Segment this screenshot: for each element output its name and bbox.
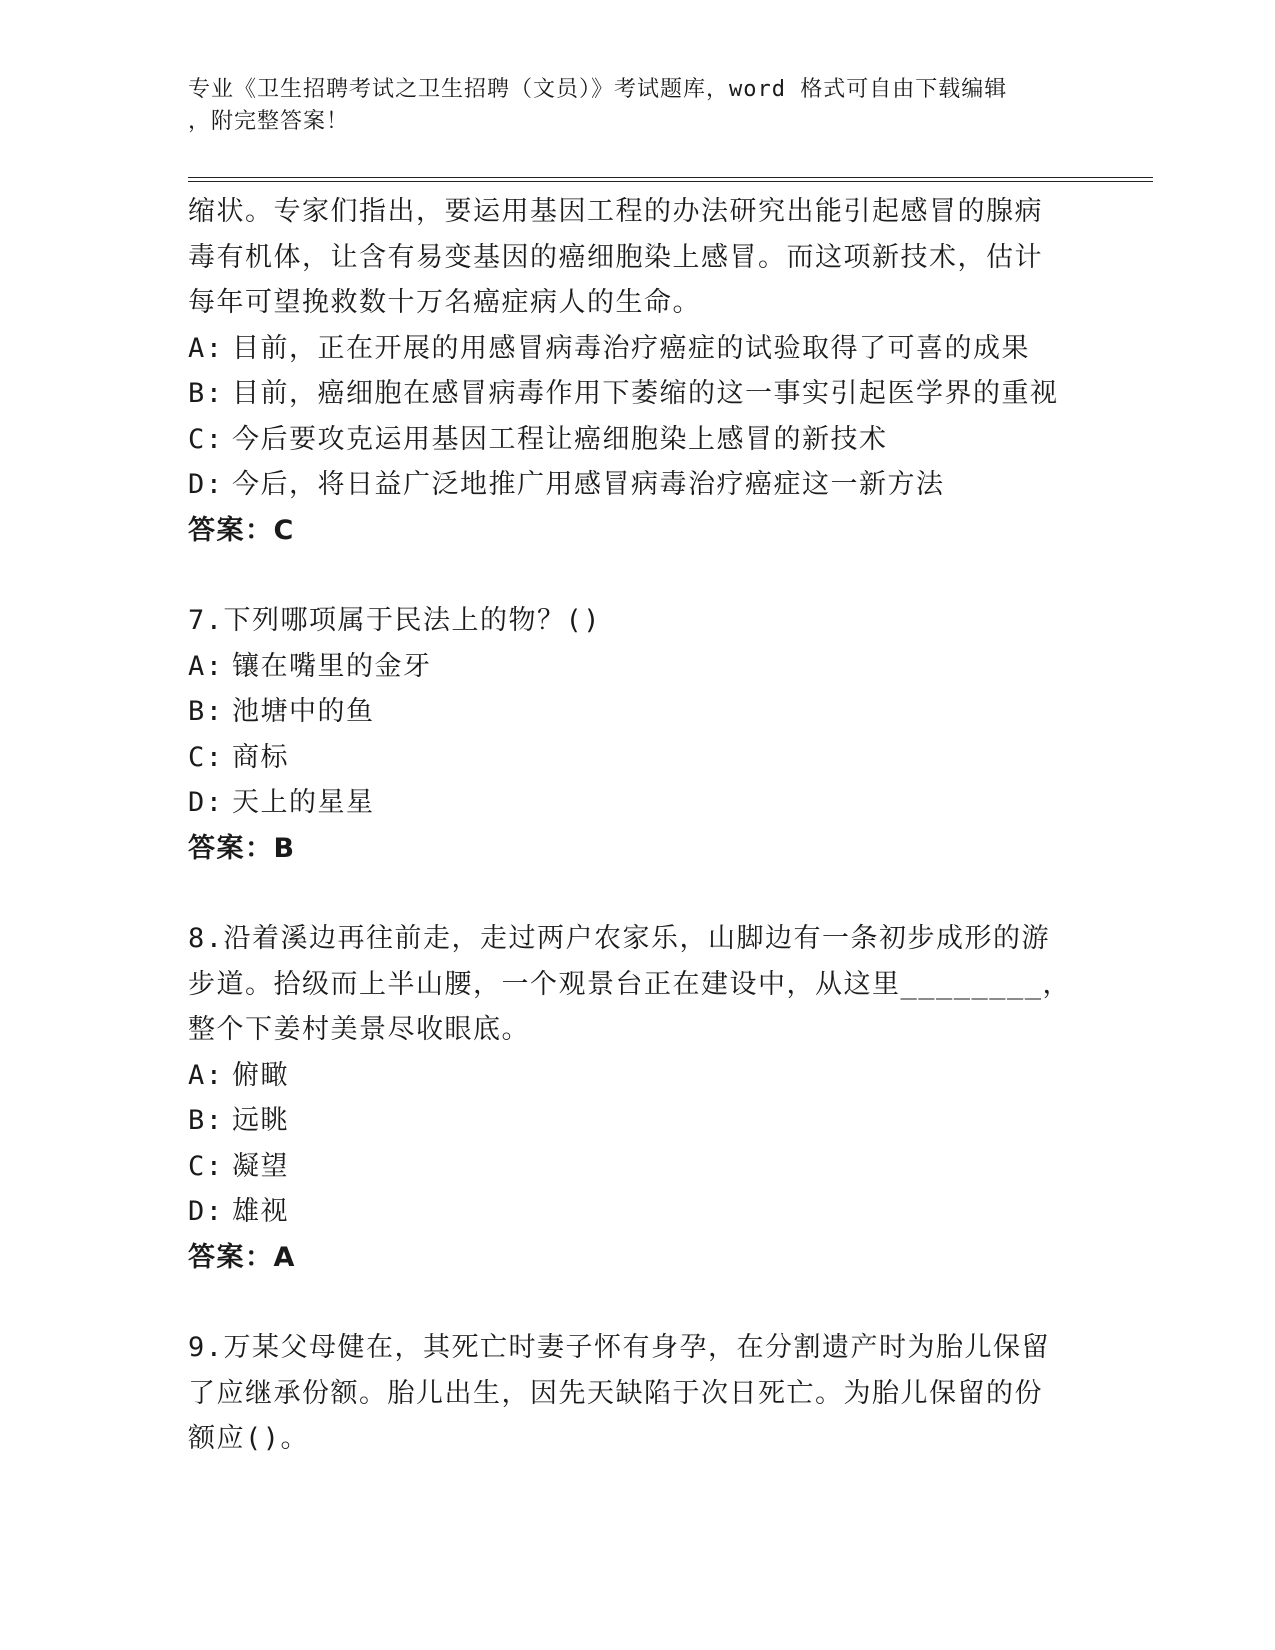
option-text: 凝望 [232,1150,289,1182]
option-c [188,735,1088,781]
passage-line: 缩状。专家们指出，要运用基因工程的办法研究出能引起感冒的腺病 [188,196,1043,227]
option-letter: B: [188,696,224,727]
document-header [188,74,1088,138]
question-text: 了应继承份额。胎儿出生，因先天缺陷于次日死亡。为胎儿保留的份 [188,1377,1043,1409]
header-divider [188,181,1153,182]
option-letter: D: [188,469,224,500]
option-text: 池塘中的鱼 [232,696,375,727]
option-letter: D: [188,1196,224,1227]
option-text: 雄视 [232,1196,289,1227]
question-7 [188,598,1088,871]
header-line: 专业《卫生招聘考试之卫生招聘（文员）》考试题库，word 格式可自由下载编辑 [188,77,1008,102]
option-letter: B: [188,1105,224,1136]
answer: 答案：A [188,1241,296,1273]
spacer [188,1280,1088,1325]
document-body [188,189,1088,1462]
option-d [188,780,1088,826]
option-letter: C: [188,741,224,773]
option-letter: C: [188,1150,224,1182]
question-6 [188,189,1088,553]
option-b [188,371,1088,417]
passage-line: 每年可望挽救数十万名癌症病人的生命。 [188,287,701,318]
option-text: 目前，癌细胞在感冒病毒作用下萎缩的这一事实引起医学界的重视 [232,378,1059,409]
option-a [188,1053,1088,1099]
option-text: 镶在嘴里的金牙 [232,650,432,682]
passage-line: 毒有机体，让含有易变基因的癌细胞染上感冒。而这项新技术，估计 [188,241,1043,273]
option-d [188,1189,1088,1235]
option-letter: A: [188,332,224,364]
answer: 答案：C [188,514,295,546]
option-letter: A: [188,1059,224,1091]
option-b [188,1098,1088,1144]
question-text: 整个下姜村美景尽收眼底。 [188,1014,530,1045]
option-text: 今后，将日益广泛地推广用感冒病毒治疗癌症这一新方法 [232,469,945,500]
option-d [188,462,1088,508]
option-c [188,1144,1088,1190]
option-letter: C: [188,423,224,455]
option-text: 远眺 [232,1105,289,1136]
question-9 [188,1325,1088,1462]
option-b [188,689,1088,735]
option-text: 天上的星星 [232,787,375,818]
option-a [188,326,1088,372]
option-text: 今后要攻克运用基因工程让癌细胞染上感冒的新技术 [232,423,888,455]
option-c [188,417,1088,463]
question-8 [188,916,1088,1280]
option-text: 商标 [232,741,289,773]
option-text: 目前，正在开展的用感冒病毒治疗癌症的试验取得了可喜的成果 [232,332,1030,364]
header-line: ，附完整答案！ [188,109,350,134]
answer: 答案：B [188,832,296,864]
option-a [188,644,1088,690]
question-text: 9.万某父母健在，其死亡时妻子怀有身孕，在分割遗产时为胎儿保留 [188,1332,1051,1363]
question-text: 7.下列哪项属于民法上的物？() [188,605,602,636]
option-letter: A: [188,650,224,682]
spacer [188,553,1088,598]
option-letter: D: [188,787,224,818]
header-divider [188,177,1153,178]
question-text: 额应()。 [188,1423,310,1454]
question-text: 8.沿着溪边再往前走，走过两户农家乐，山脚边有一条初步成形的游 [188,923,1051,954]
option-letter: B: [188,378,224,409]
spacer [188,871,1088,916]
option-text: 俯瞰 [232,1059,289,1091]
question-text: 步道。拾级而上半山腰，一个观景台正在建设中，从这里________， [188,968,1072,1000]
